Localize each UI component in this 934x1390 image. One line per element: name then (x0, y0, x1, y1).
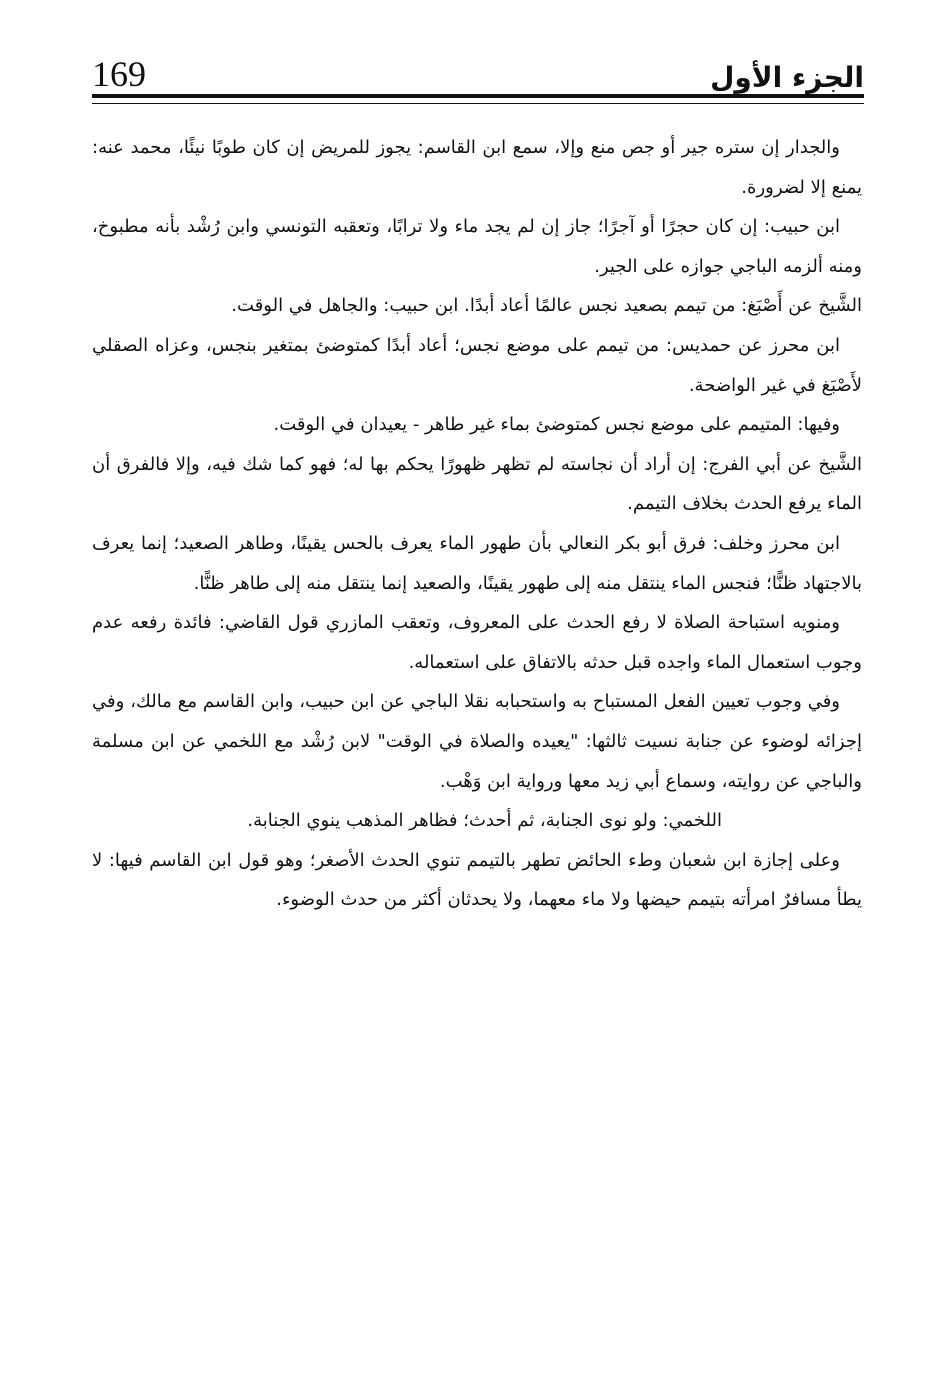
body-text (92, 128, 862, 920)
paragraph: ابن محرز وخلف: فرق أبو بكر النعالي بأن طهور الماء يعرف بالحس يقينًا، وطاهر الصعيد؛ إنما يعرف بالاجتهاد ظنًّا؛ فنجس الماء ينتقل منه إلى طهور يقينًا، والصعيد إنما ينتقل منه إلى طاهر ظنًّا. (92, 532, 862, 594)
paragraph: وفي وجوب تعيين الفعل المستباح به واستحبابه نقلا الباجي عن ابن حبيب، وابن القاسم مع مالك، وفي إجزائه لوضوء عن جنابة نسيت ثالثها: "يعيده والصلاة في الوقت" لابن رُشْد مع اللخمي عن ابن مسلمة والباجي عن روايته، وسماع أبي زيد معها ورواية ابن وَهْب. (92, 691, 862, 792)
paragraph: اللخمي: ولو نوى الجنابة، ثم أحدث؛ فظاهر المذهب ينوي الجنابة. (247, 810, 722, 832)
header-rule-thin (92, 103, 864, 104)
paragraph: ابن محرز عن حمديس: من تيمم على موضع نجس؛ أعاد أبدًا كمتوضئ بمتغير بنجس، وعزاه الصقلي لأَصْبَغ في غير الواضحة. (92, 334, 862, 396)
paragraph: وفيها: المتيمم على موضع نجس كمتوضئ بماء غير طاهر - يعيدان في الوقت. (273, 414, 840, 436)
header-rule-thick (92, 94, 864, 98)
paragraph: الشَّيخ عن أَصْبَغ: من تيمم بصعيد نجس عالمًا أعاد أبدًا. ابن حبيب: والجاهل في الوقت. (231, 295, 862, 317)
paragraph: الشَّيخ عن أبي الفرج: إن أراد أن نجاسته لم تظهر ظهورًا يحكم بها له؛ فهو كما شك فيه، وإلا فالفرق أن الماء يرفع الحدث بخلاف التيمم. (92, 453, 862, 515)
running-title: الجزء الأول (710, 61, 864, 94)
paragraph: والجدار إن ستره جير أو جص منع وإلا، سمع ابن القاسم: يجوز للمريض إن كان طوبًا نيئًا، محمد عنه: يمنع إلا لضرورة. (92, 137, 862, 198)
paragraph: ابن حبيب: إن كان حجرًا أو آجرًا؛ جاز إن لم يجد ماء ولا ترابًا، وتعقبه التونسي وابن رُشْد بأنه مطبوخ، ومنه ألزمه الباجي جوازه على الجير. (92, 216, 862, 277)
paragraph: وعلى إجازة ابن شعبان وطء الحائض تطهر بالتيمم تنوي الحدث الأصغر؛ وهو قول ابن القاسم فيها: لا يطأ مسافرٌ امرأته بتيمم حيضها ولا ماء معهما، ولا يحدثان أكثر من حدث الوضوء. (92, 849, 862, 911)
paragraph: ومنويه استباحة الصلاة لا رفع الحدث على المعروف، وتعقب المازري قول القاضي: فائدة رفعه عدم وجوب استعمال الماء واجده قبل حدثه بالاتفاق على استعماله. (92, 612, 862, 673)
page-number: 169 (92, 54, 146, 94)
